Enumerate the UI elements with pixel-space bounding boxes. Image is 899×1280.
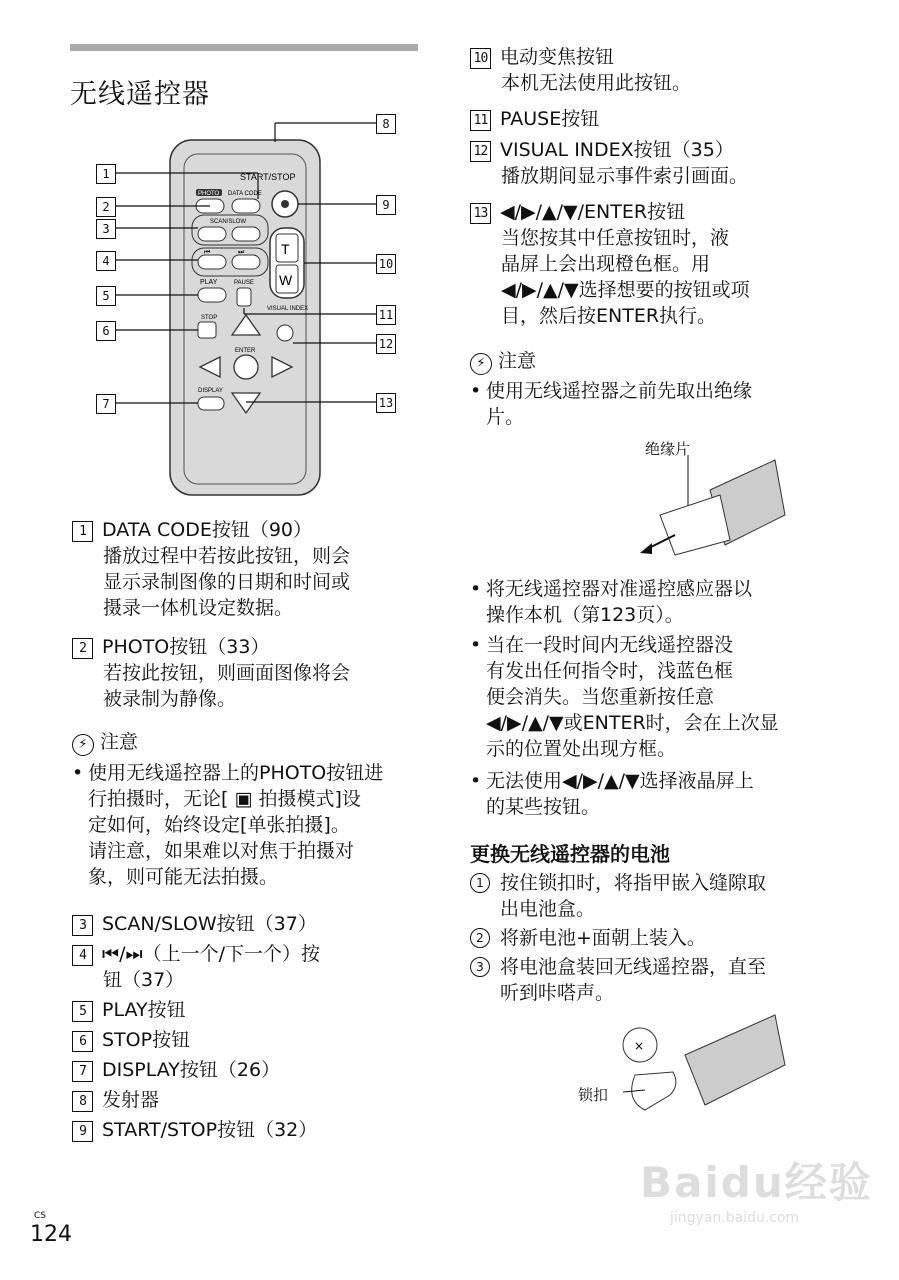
- callout-2: 2: [96, 197, 116, 217]
- label-photo: PHOTO: [198, 191, 220, 197]
- label-t: T: [281, 241, 290, 257]
- callout-6: 6: [96, 321, 116, 341]
- next-button[interactable]: [232, 255, 260, 269]
- note-heading: ⚡ 注意: [470, 346, 536, 375]
- section-bar: [70, 44, 418, 51]
- display-button[interactable]: [198, 397, 224, 410]
- item-desc: 摄录一体机设定数据。: [103, 597, 294, 619]
- note-heading: ⚡ 注意: [72, 727, 138, 756]
- svg-text:×: ×: [634, 1039, 645, 1053]
- item-2: [72, 634, 417, 712]
- callout-4: 4: [96, 251, 116, 271]
- label-stop: STOP: [201, 315, 218, 321]
- callout-3: 3: [96, 219, 116, 239]
- item-num: 1: [72, 521, 93, 542]
- battery-step-2: 2 将新电池+面朝上装入。: [470, 925, 845, 951]
- label-enter: ENTER: [235, 348, 256, 354]
- label-w: W: [279, 272, 293, 288]
- callout-7: 7: [96, 394, 116, 414]
- item-desc: 显示录制图像的日期和时间或: [103, 571, 351, 593]
- watermark-url: jingyan.baidu.com: [670, 1210, 800, 1226]
- item-desc: 被录制为静像。: [103, 688, 237, 710]
- item-head: ◀/▶/▲/▼/ENTER按钮: [500, 201, 686, 223]
- item-desc: 播放过程中若按此按钮，则会: [103, 545, 351, 567]
- item-1: [72, 517, 417, 621]
- label-data-code: DATA CODE: [228, 191, 262, 197]
- label-play: PLAY: [200, 279, 218, 286]
- insulation-sheet-illustration: [630, 455, 790, 565]
- item-12: 12 VISUAL INDEX按钮（35） 播放期间显示事件索引画面。: [470, 137, 815, 189]
- data-code-button[interactable]: [232, 199, 260, 213]
- note-bullet: • 使用无线遥控器之前先取出绝缘 片。: [470, 378, 831, 430]
- scan-forward-button[interactable]: [232, 227, 260, 241]
- watermark-logo: Baidu经验: [640, 1158, 873, 1207]
- enter-button[interactable]: [234, 355, 258, 379]
- play-button[interactable]: [198, 288, 226, 302]
- visual-index-button[interactable]: [277, 325, 293, 341]
- remote-illustration: [80, 110, 400, 500]
- label-start-stop: START/STOP: [240, 172, 296, 182]
- item-head: PLAY按钮: [102, 999, 186, 1021]
- prev-button[interactable]: [198, 255, 226, 269]
- battery-step-1: 1 按住锁扣时，将指甲嵌入缝隙取 出电池盒。: [470, 870, 845, 922]
- note-bullet: • 将无线遥控器对准遥控感应器以 操作本机（第123页）。: [470, 576, 831, 628]
- item-head: STOP按钮: [102, 1029, 191, 1051]
- callout-13: 13: [376, 393, 396, 413]
- stop-button[interactable]: [198, 322, 216, 338]
- item-13: 13 ◀/▶/▲/▼/ENTER按钮 当您按其中任意按钮时，液 晶屏上会出现橙色框。用 ◀/▶/▲/▼选择想要的按钮或项 目，然后按ENTER执行。: [470, 199, 815, 329]
- item-head: PAUSE按钮: [500, 108, 600, 130]
- callout-10: 10: [376, 254, 396, 274]
- item-10: 10 电动变焦按钮 本机无法使用此按钮。: [470, 44, 815, 96]
- callout-11: 11: [376, 305, 396, 325]
- item-desc: 若按此按钮，则画面图像将会: [103, 662, 351, 684]
- item-head: 电动变焦按钮: [500, 46, 615, 68]
- pause-button[interactable]: [237, 288, 251, 306]
- callout-5: 5: [96, 286, 116, 306]
- scan-back-button[interactable]: [198, 227, 226, 241]
- note-bullet: • 当在一段时间内无线遥控器没 有发出任何指令时，浅蓝色框 便会消失。当您重新按任意 ◀/▶/▲/▼或ENTER时，会在上次显 示的位置处出现方框。: [470, 632, 831, 762]
- label-visual-index: VISUAL INDEX: [267, 306, 309, 312]
- item-head: 发射器: [102, 1089, 160, 1111]
- callout-12: 12: [376, 334, 396, 354]
- callout-1: 1: [96, 164, 116, 184]
- lock-label: 锁扣: [578, 1086, 609, 1104]
- battery-illustration: [605, 1010, 790, 1125]
- page-number: 124: [30, 1222, 72, 1247]
- warning-icon: ⚡: [72, 734, 94, 756]
- item-head: VISUAL INDEX按钮（35）: [500, 139, 734, 161]
- note-bullet: • 使用无线遥控器上的PHOTO按钮进 行拍摄时，无论[ ▣ 拍摄模式]设 定如何，始终设定[单张拍摄]。 请注意，如果难以对焦于拍摄对 象，则可能无法拍摄。: [72, 760, 433, 890]
- item-head: DISPLAY按钮（26）: [102, 1059, 281, 1081]
- item-head: PHOTO按钮（33）: [102, 636, 270, 658]
- page-lang: CS: [34, 1211, 46, 1221]
- watermark: [640, 1150, 873, 1226]
- item-head: DATA CODE按钮（90）: [102, 519, 313, 541]
- callout-9: 9: [376, 195, 396, 215]
- item-head: SCAN/SLOW按钮（37）: [102, 913, 317, 935]
- label-display: DISPLAY: [198, 388, 223, 394]
- callout-8: 8: [376, 114, 396, 134]
- label-pause: PAUSE: [234, 280, 254, 286]
- page-title: 无线遥控器: [70, 79, 210, 110]
- next-icon: ⏭: [238, 248, 245, 256]
- warning-icon: ⚡: [470, 353, 492, 375]
- label-scan-slow: SCAN/SLOW: [210, 219, 247, 225]
- battery-step-3: 3 将电池盒装回无线遥控器，直至 听到咔嗒声。: [470, 954, 845, 1006]
- item-11: 11 PAUSE按钮: [470, 106, 815, 132]
- note-bullet: • 无法使用◀/▶/▲/▼选择液晶屏上 的某些按钮。: [470, 768, 831, 820]
- item-num: 2: [72, 638, 93, 659]
- battery-heading: 更换无线遥控器的电池: [470, 842, 670, 866]
- insulation-sheet-label: 绝缘片: [645, 440, 691, 458]
- item-list: 3 SCAN/SLOW按钮（37） 4 ⏮/⏭（上一个/下一个）按 钮（37） 5 PLAY按钮 6 STOP按钮 7 DISPLAY按钮（26） 8 发射器 9 START/STOP按钮（32）: [72, 911, 417, 1143]
- item-head: START/STOP按钮（32）: [102, 1119, 318, 1141]
- item-head: ⏮/⏭（上一个/下一个）按: [102, 943, 321, 965]
- prev-icon: ⏮: [204, 248, 211, 256]
